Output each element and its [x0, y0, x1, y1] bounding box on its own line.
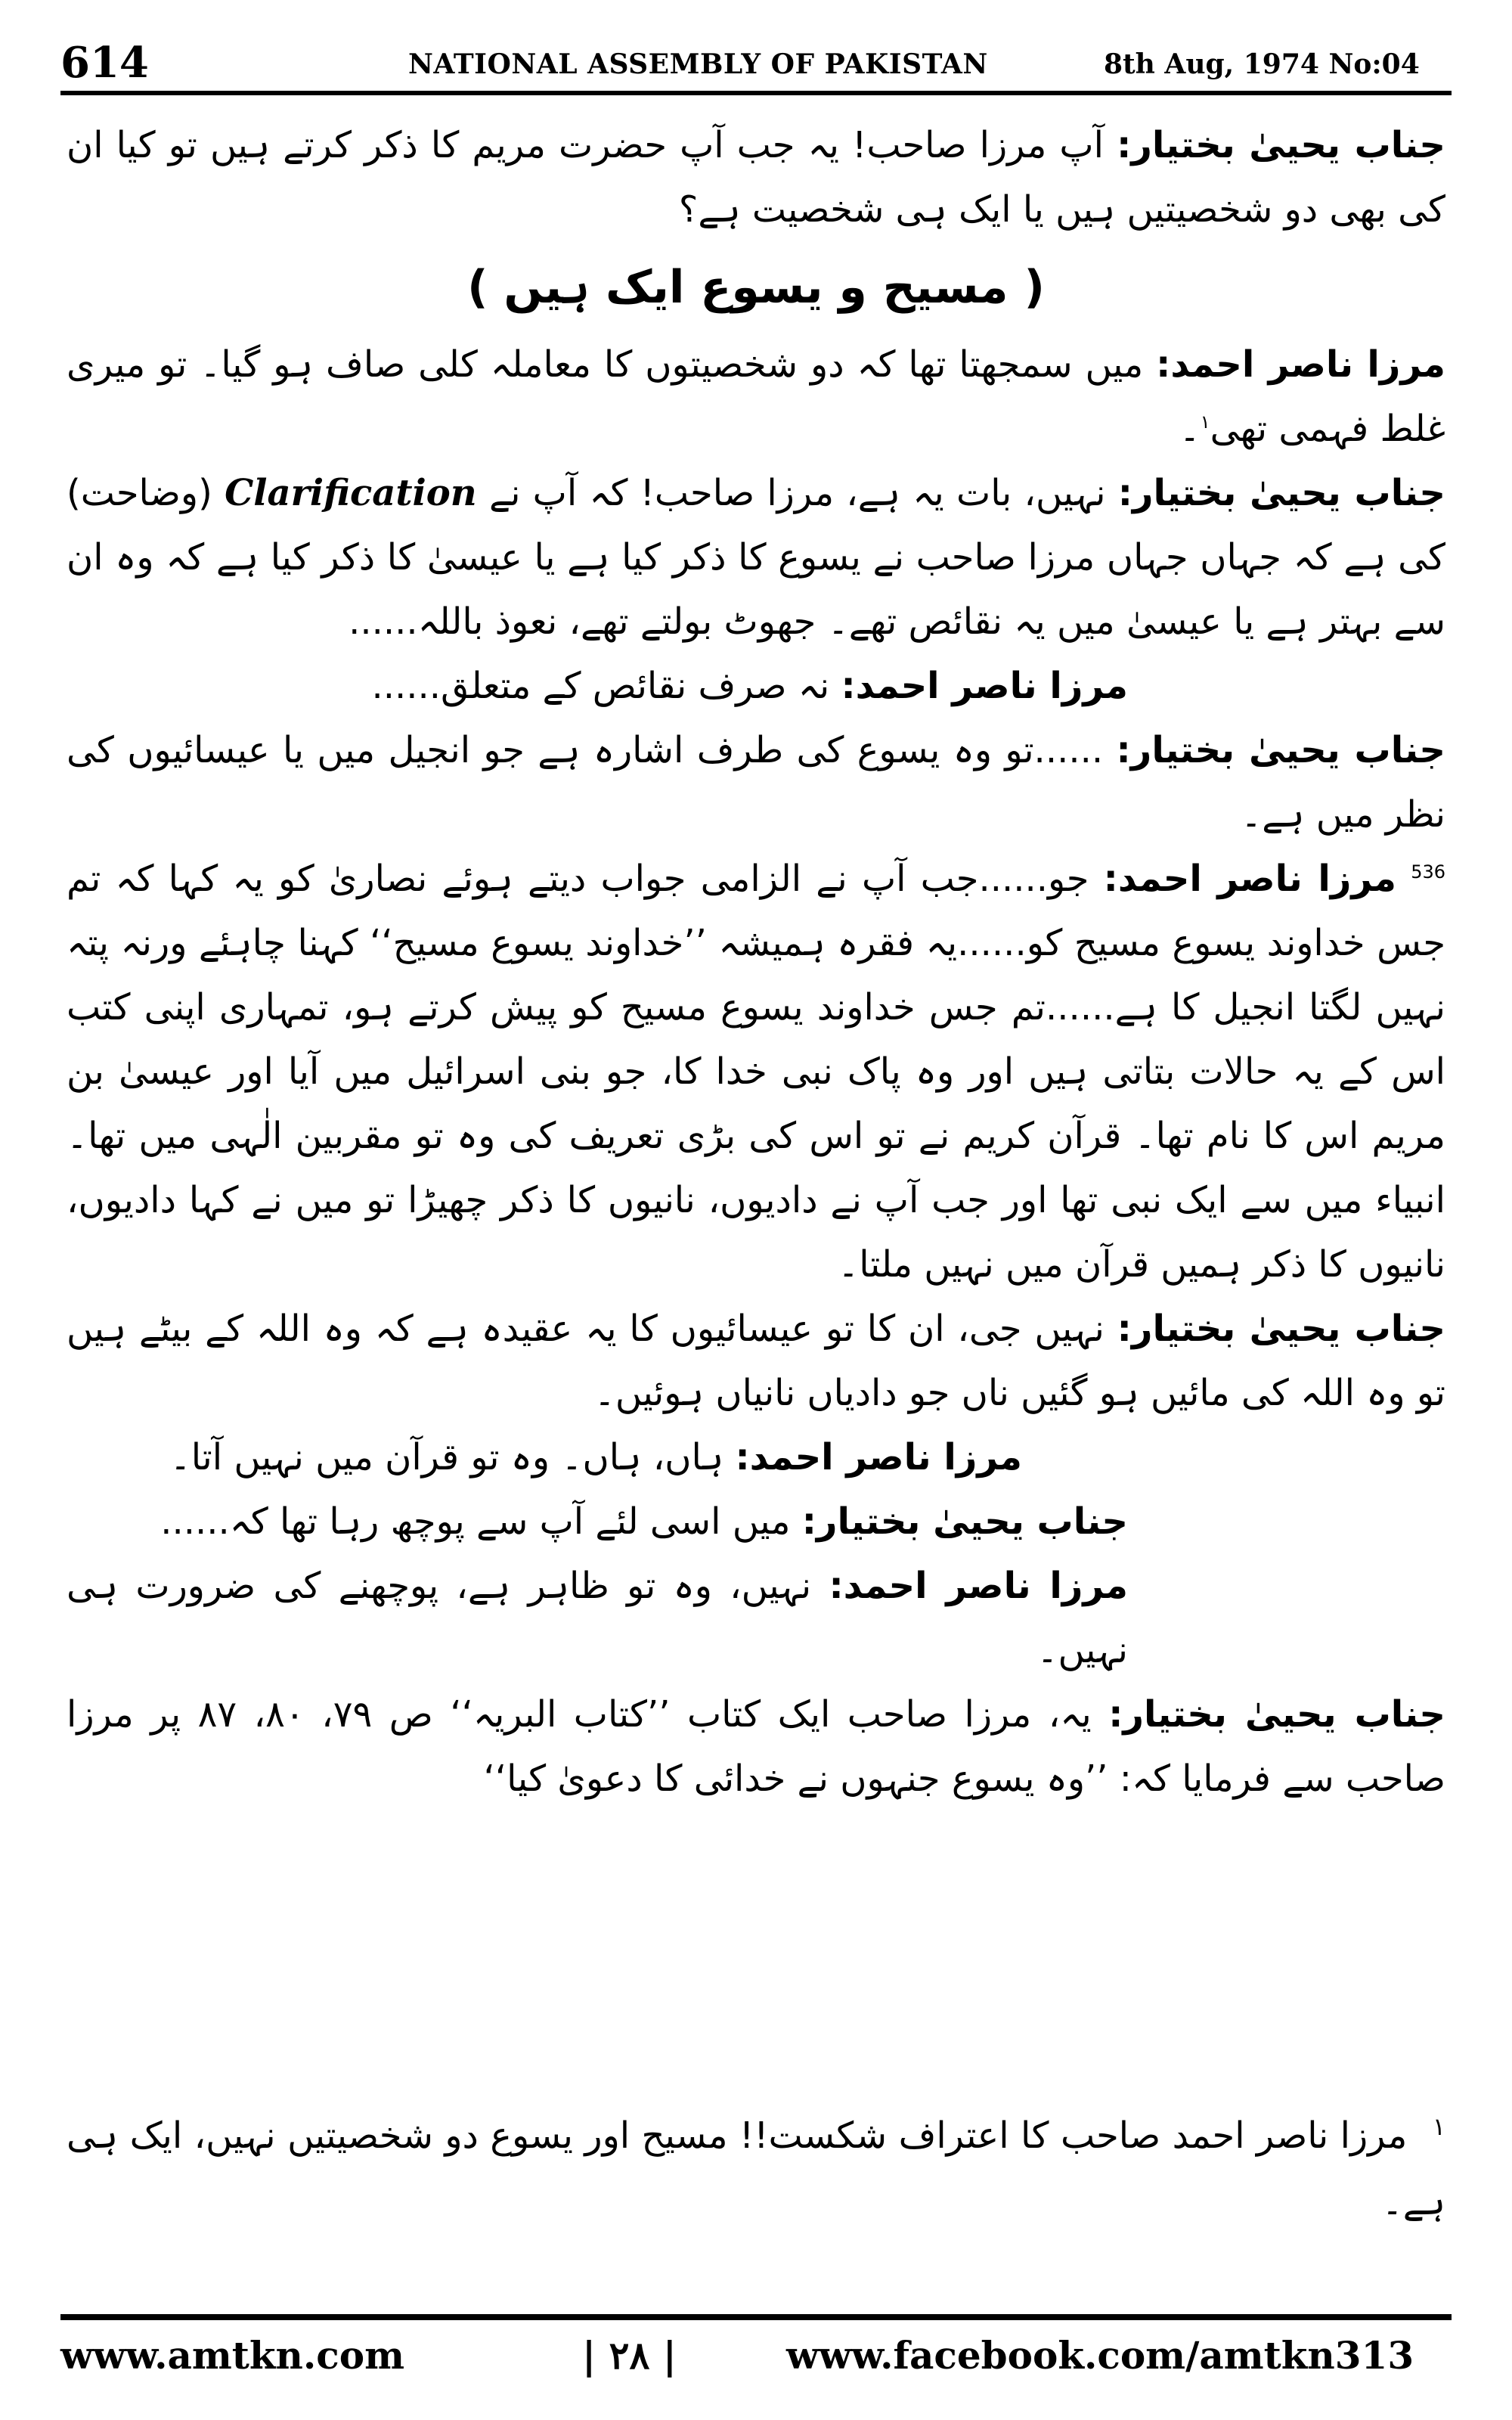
section-heading: ( مسیح و یسوع ایک ہیں ) — [467, 261, 1045, 314]
website-link[interactable]: www.amtkn.com — [60, 2333, 405, 2378]
paragraph — [67, 1490, 1445, 1554]
paragraph — [67, 1426, 1445, 1490]
footnote-text: مرزا ناصر احمد صاحب کا اعتراف شکست!! مسیح اور یسوع دو شخصیتیں نہیں، ایک ہی ہے۔ — [67, 2114, 1445, 2223]
footnote-marker: ۱ — [1432, 2112, 1446, 2141]
paragraph: مرزا ناصر احمد: میں سمجھتا تھا کہ دو شخصیتوں کا معاملہ کلی صاف ہو گیا۔ تو میری غلط فہمی تھی$^۱$۔ — [67, 343, 1445, 450]
speaker-label: جناب یحییٰ بختیار: — [1117, 472, 1445, 514]
paragraph-text: نہ صرف نقائص کے متعلق...... — [371, 665, 830, 707]
paragraph — [67, 1297, 1445, 1426]
original-page-number: 536 — [1411, 861, 1445, 883]
paragraph-text: ......تو وہ یسوع کی طرف اشارہ ہے جو انجیل میں یا عیسائیوں کی نظر میں ہے۔ — [67, 729, 1445, 836]
paragraph-text: نہیں جی، ان کا تو عیسائیوں کا یہ عقیدہ ہے کہ وہ اللہ کے بیٹے ہیں تو وہ اللہ کی مائیں ہو گئیں ناں جو دادیاں نانیاں ہوئیں۔ — [67, 1308, 1445, 1414]
paragraph-text: نہیں، بات یہ ہے، مرزا صاحب! کہ آپ نے — [488, 472, 1106, 514]
paragraph-text: جو......جب آپ نے الزامی جواب دیتے ہوئے نصاریٰ کو یہ کہا کہ تم جس خداوند یسوع مسیح کو......یہ فقرہ ہمیشہ ’’خداوند یسوع مسیح‘‘ کہنا چاہئے ورنہ پتہ نہیں لگتا انجیل کا ہے......تم جس خداوند یسوع مسیح کو پیش کرتے ہو، تمہاری اپنی کتب اس کے یہ حالات بتاتی ہیں اور وہ پاک نبی خدا کا، جو بنی اسرائیل میں آیا اور عیسیٰ بن مریم اس کا نام تھا۔ قرآن کریم نے تو اس کی بڑی تعریف کی وہ تو مقربین الٰہی میں تھا۔ انبیاء میں سے ایک نبی تھا اور جب آپ نے دادیوں، نانیوں کا ذکر چھیڑا تو میں نے کہا دادیوں، نانیوں کا ذکر ہمیں قرآن میں نہیں ملتا۔ — [67, 858, 1446, 1286]
speaker-label: جناب یحییٰ بختیار: — [1108, 1693, 1446, 1736]
english-term: Clarification — [225, 472, 477, 514]
paragraph-text: ہاں، ہاں۔ وہ تو قرآن میں نہیں آتا۔ — [169, 1436, 724, 1478]
paragraph — [67, 654, 1445, 718]
footnote — [67, 2102, 1445, 2235]
header-title: NATIONAL ASSEMBLY OF PAKISTAN — [408, 48, 988, 80]
speaker-label: جناب یحییٰ بختیار: — [1117, 1308, 1446, 1350]
footnote-reference: ۱ — [1200, 411, 1210, 433]
transcript-body — [67, 113, 1445, 1811]
paragraph — [67, 461, 1445, 654]
paragraph-text: نہیں، وہ تو ظاہر ہے، پوچھنے کی ضرورت ہی نہیں۔ — [67, 1565, 1128, 1671]
page-number: 614 — [60, 38, 149, 88]
speaker-label: مرزا ناصر احمد: — [1156, 343, 1445, 386]
speaker-label: جناب یحییٰ بختیار: — [801, 1500, 1128, 1543]
paragraph — [67, 718, 1445, 847]
header-rule — [60, 91, 1452, 95]
speaker-label: جناب یحییٰ بختیار: — [1116, 729, 1446, 771]
paragraph — [67, 1554, 1445, 1683]
page-header — [60, 38, 1452, 91]
paragraph-text: یہ، مرزا صاحب ایک کتاب ’’کتاب البریہ‘‘ ص ۷۹، ۸۰، ۸۷ پر مرزا صاحب سے فرمایا کہ: ’’وہ یسوع جنہوں نے خدائی کا دعویٰ کیا‘‘ — [67, 1693, 1445, 1800]
footer-page-number: | ۲۸ | — [582, 2333, 677, 2378]
paragraph-text: آپ مرزا صاحب! یہ جب آپ حضرت مریم کا ذکر کرتے ہیں تو کیا ان کی بھی دو شخصیتیں ہیں یا ایک ہی شخصیت ہے؟ — [67, 124, 1445, 231]
header-date: 8th Aug, 1974 No:04 — [1104, 48, 1420, 80]
paragraph-text: میں اسی لئے آپ سے پوچھ رہا تھا کہ...... — [160, 1500, 791, 1543]
speaker-label: جناب یحییٰ بختیار: — [1117, 124, 1446, 166]
speaker-label: مرزا ناصر احمد: — [841, 665, 1128, 707]
speaker-label: مرزا ناصر احمد: — [735, 1436, 1022, 1478]
paragraph-text: میں سمجھتا تھا کہ دو شخصیتوں کا معاملہ کلی صاف ہو گیا۔ تو میری غلط فہمی تھی — [67, 343, 1445, 450]
page-footer — [60, 2333, 1452, 2394]
facebook-link[interactable]: www.facebook.com/amtkn313 — [786, 2333, 1414, 2378]
paragraph — [67, 1683, 1445, 1811]
paragraph-text: (وضاحت) کی ہے کہ جہاں جہاں مرزا صاحب نے یسوع کا ذکر کیا ہے یا عیسیٰ کا ذکر کیا ہے کہ وہ ان سے بہتر ہے یا عیسیٰ میں یہ نقائص تھے۔ جھوٹ بولتے تھے، نعوذ باللہ...... — [67, 472, 1445, 643]
paragraph — [67, 847, 1445, 1297]
speaker-label: مرزا ناصر احمد: — [829, 1565, 1129, 1607]
paragraph — [67, 113, 1445, 242]
speaker-label: مرزا ناصر احمد: — [1103, 858, 1397, 900]
footer-rule — [60, 2314, 1452, 2320]
